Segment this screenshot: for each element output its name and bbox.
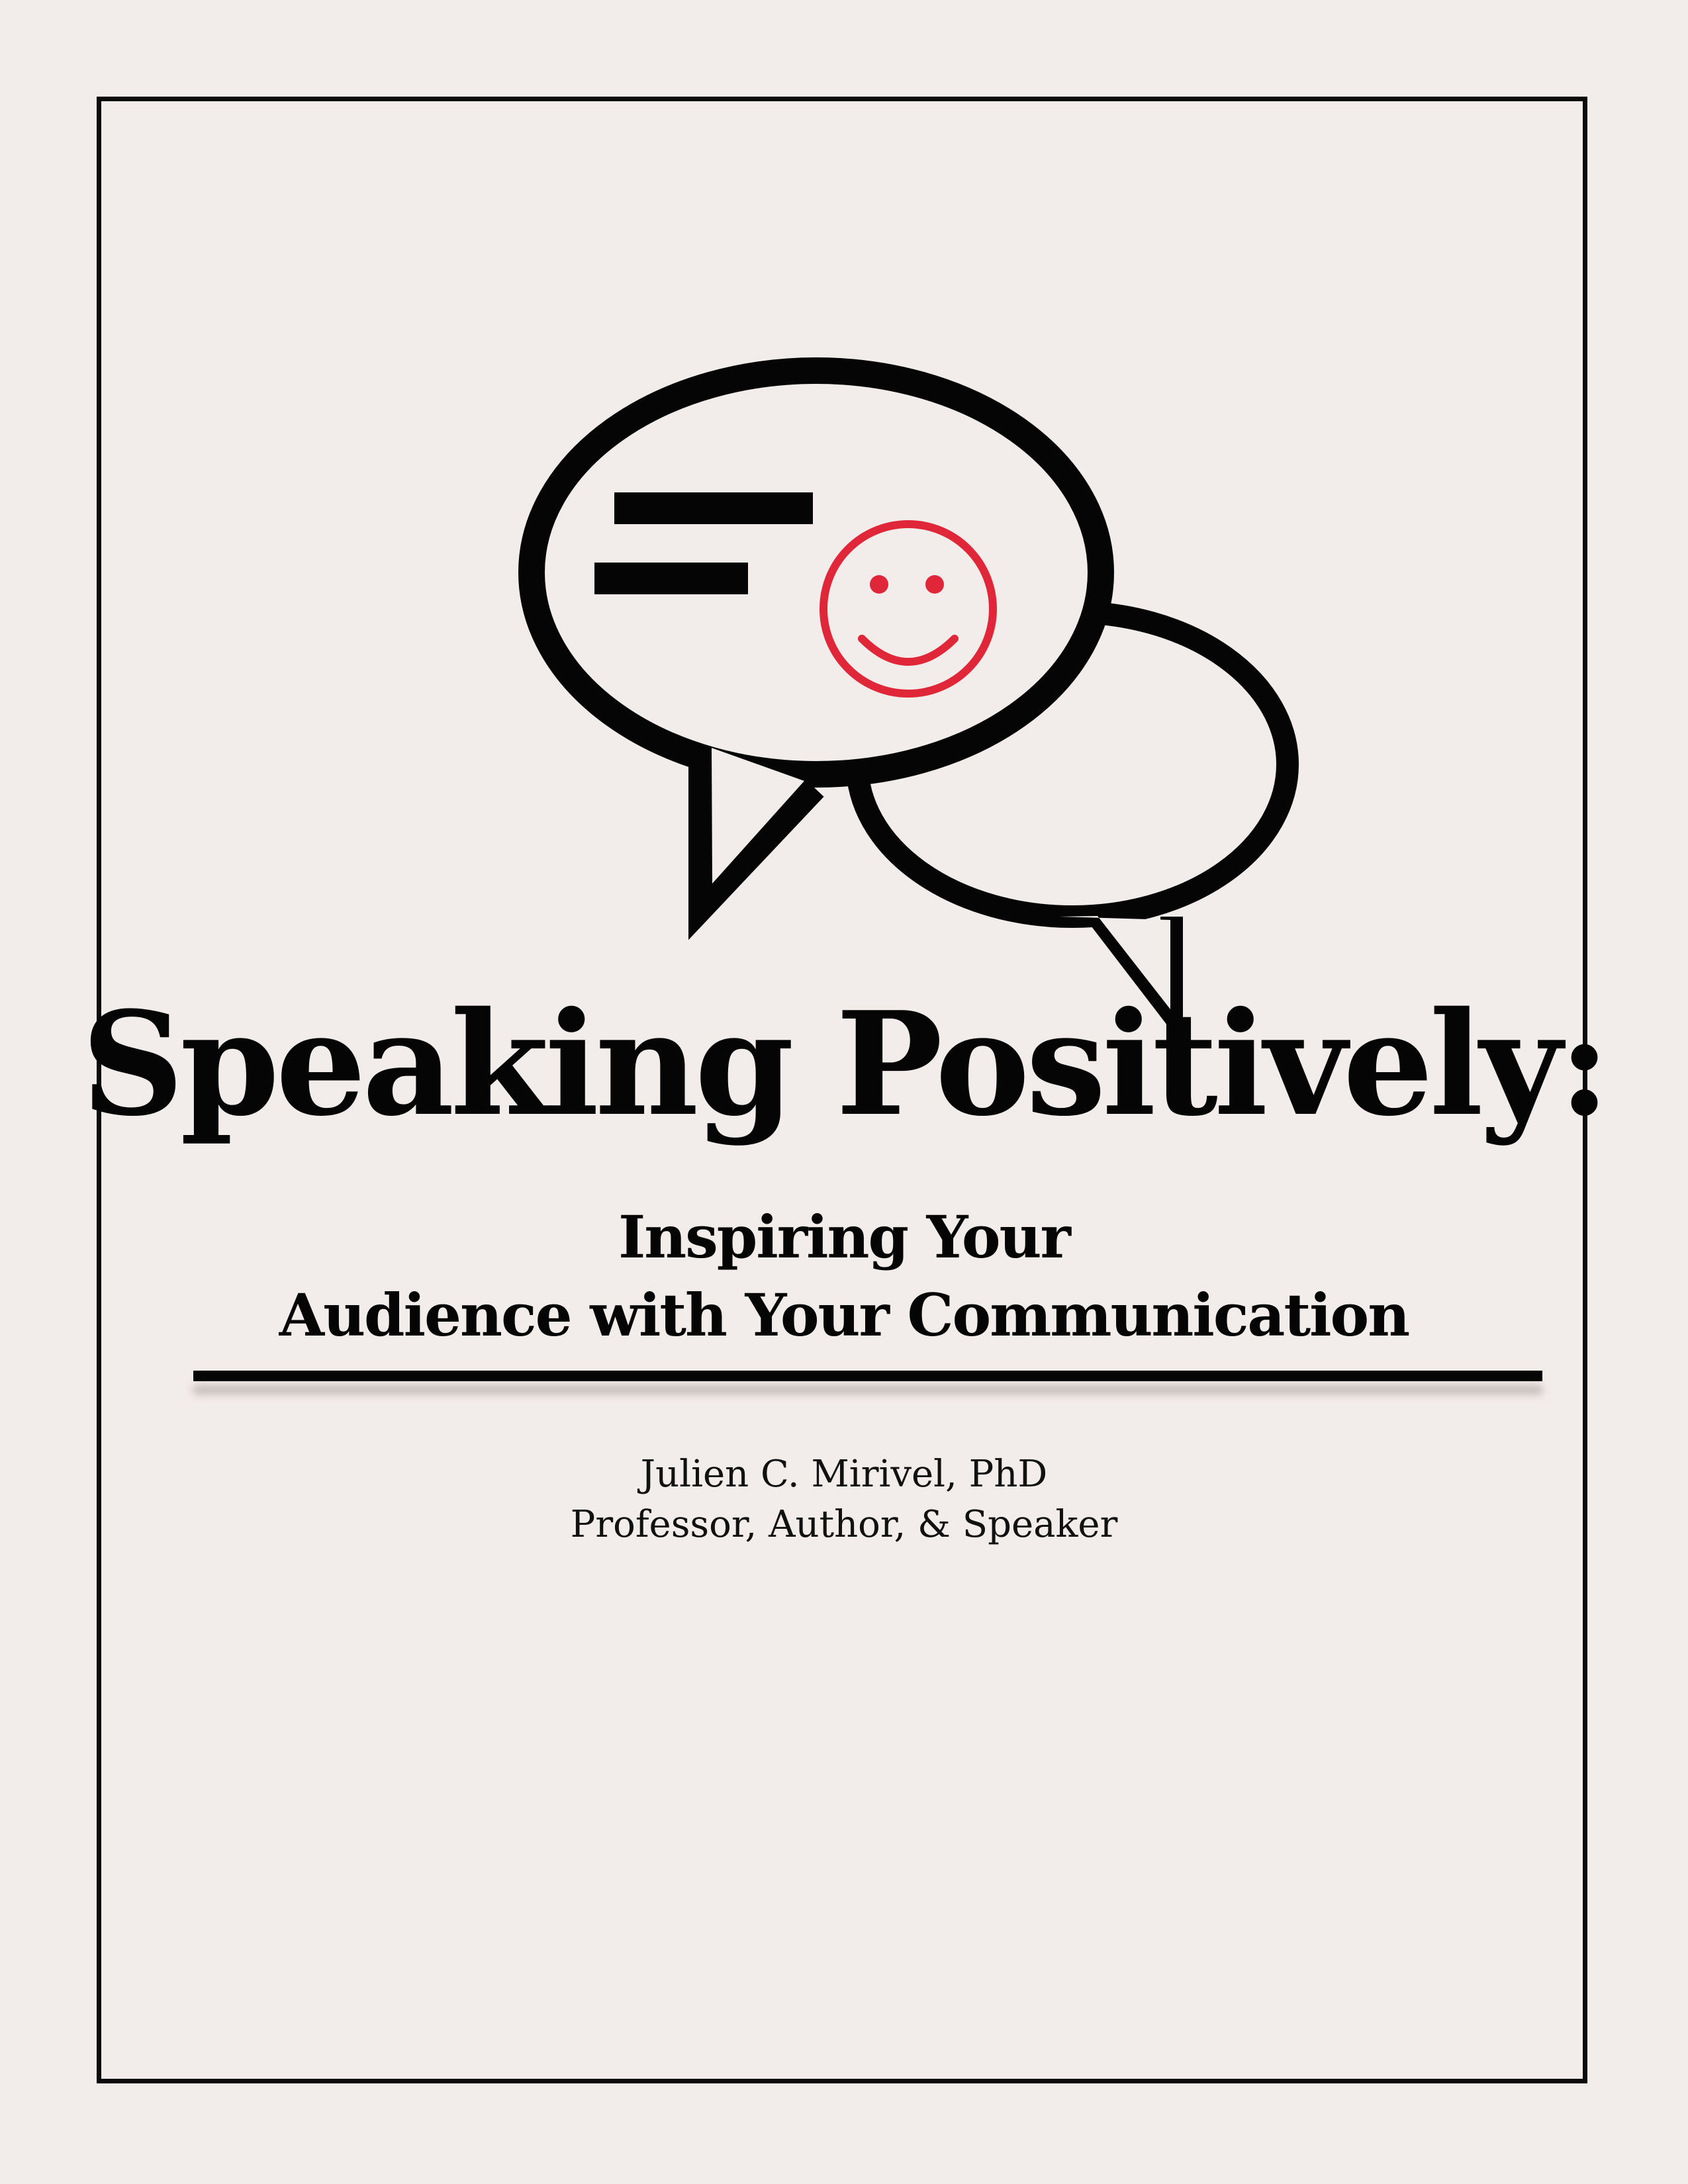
author-role: Professor, Author, & Speaker (570, 1503, 1118, 1546)
author-name: Julien C. Mirivel, PhD (640, 1453, 1048, 1496)
book-title: Speaking Positively: (81, 980, 1607, 1148)
divider-shadow (193, 1385, 1542, 1394)
subtitle-line-1: Inspiring Your (618, 1203, 1070, 1271)
subtitle-line-2: Audience with Your Communication (279, 1281, 1409, 1349)
text-line-icon (614, 492, 813, 524)
title-divider (193, 1371, 1542, 1381)
book-subtitle (0, 1198, 1688, 1354)
text-line-icon (594, 563, 748, 594)
author-byline (0, 1449, 1688, 1550)
